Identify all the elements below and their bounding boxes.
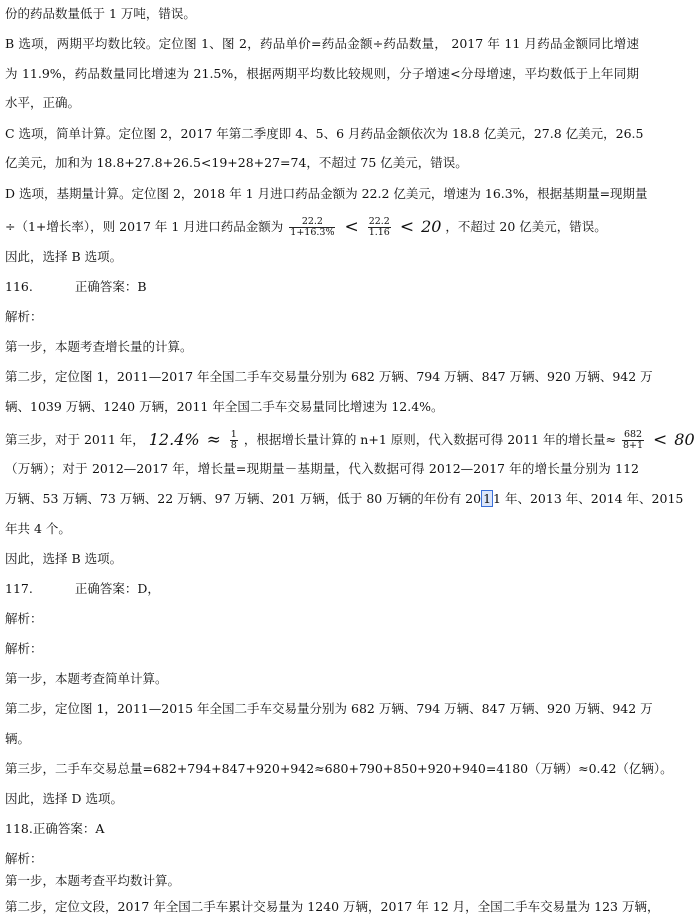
text-line: （万辆）；对于 2012—2017 年，增长量=现期量－基期量，代入数据可得 2012—2017 年的增长量分别为 112 [5,461,639,476]
approx-sign: ≈ [206,430,221,450]
fraction-numerator: 22.2 [289,217,335,228]
text-line: 年共 4 个。 [5,521,71,536]
text-line: 解析： [5,641,43,656]
text-line-with-cursor [5,488,684,510]
fraction-denominator: 1.16 [368,227,390,238]
text-line: 辆。 [5,731,31,746]
text-line: 辆、1039 万辆、1240 万辆，2011 年全国二手车交易量同比增速为 12.4%。 [5,399,444,414]
question-number: 117. [5,581,33,596]
text-line: 因此，选择 B 选项。 [5,249,123,264]
text-line: 第二步，定位图 1，2011—2017 年全国二手车交易量分别为 682 万辆、794 万辆、847 万辆、920 万辆、942 万 [5,369,653,384]
correct-answer: 正确答案：D， [74,581,160,596]
fraction-denominator: 8 [230,440,237,451]
text-segment: 万辆、53 万辆、73 万辆、22 万辆、97 万辆、201 万辆，低于 80 万辆的年份有 20 [5,491,482,506]
fraction-denominator: 8+1 [622,440,644,451]
fraction-increment [622,430,644,451]
text-line: 亿美元，加和为 18.8+27.8+26.5<19+28+27=74，不超过 75 亿美元，错误。 [5,155,468,170]
fraction-denominator: 1+16.3% [290,227,335,238]
text-line: 第一步，本题考查简单计算。 [5,671,168,686]
math-rate: 12.4% [148,430,200,449]
less-than-sign: < [399,217,415,237]
text-line: 解析： [5,611,43,626]
fraction-base-amount [289,217,335,238]
text-segment: 第三步，对于 2011 年， [5,432,145,447]
fraction-numerator: 1 [230,429,237,440]
text-line: 第一步，本题考查增长量的计算。 [5,339,193,354]
text-cursor-selection[interactable]: 1 [483,491,492,506]
text-segment: ，根据增长量计算的 n+1 原则，代入数据可得 2011 年的增长量≈ [243,432,616,447]
fraction-estimate [368,217,391,238]
text-line: 解析： [5,309,43,324]
less-than-sign: < [653,430,668,450]
text-line: 为 11.9%，药品数量同比增速为 21.5%，根据两期平均数比较规则，分子增速<分母增速，平均数低于上年同期 [5,66,639,81]
text-line: C 选项，简单计算。定位图 2，2017 年第二季度即 4、5、6 月药品金额依次为 18.8 亿美元，27.8 亿美元，26.5 [5,126,644,141]
fraction-numerator: 682 [623,429,643,440]
text-line-with-formula [5,216,639,238]
fraction-one-eighth [230,430,238,451]
question-number: 116. [5,279,33,294]
text-line: 因此，选择 D 选项。 [5,791,123,806]
text-line: 份的药品数量低于 1 万吨，错误。 [5,6,196,21]
less-than-sign: < [344,217,359,237]
text-line: 第二步，定位文段，2017 年全国二手车累计交易量为 1240 万辆，2017 年 12 月，全国二手车交易量为 123 万辆， [5,899,660,914]
text-segment: ÷（1+增长率），则 2017 年 1 月进口药品金额为 [5,219,284,234]
text-segment: 1 年、2013 年、2014 年、2015 [493,491,684,506]
text-line: D 选项，基期量计算。定位图 2，2018 年 1 月进口药品金额为 22.2 亿美元，增速为 16.3%，根据基期量=现期量 [5,186,648,201]
question-header [5,276,639,298]
text-line: 第一步，本题考查平均数计算。 [5,873,181,888]
text-line: 第三步，二手车交易总量=682+794+847+920+942≈680+790+850+920+940=4180（万辆）≈0.42（亿辆）。 [5,761,673,776]
text-line: 水平，正确。 [5,95,81,110]
text-segment: ，不超过 20 亿美元，错误。 [445,219,607,234]
question-header: 118.正确答案：A [5,821,105,836]
fraction-numerator: 22.2 [368,216,390,227]
text-line: 第二步，定位图 1，2011—2015 年全国二手车交易量分别为 682 万辆、794 万辆、847 万辆、920 万辆、942 万 [5,701,653,716]
text-line: 因此，选择 B 选项。 [5,551,123,566]
math-bound: 80 [674,430,695,449]
text-line: B 选项，两期平均数比较。定位图 1、图 2，药品单价=药品金额÷药品数量， 2017 年 11 月药品金额同比增速 [5,36,639,51]
text-line-with-formula [5,429,695,451]
correct-answer: 正确答案：B [74,279,147,294]
text-line: 解析： [5,851,43,866]
question-header [5,578,639,600]
math-bound: 20 [421,217,442,236]
